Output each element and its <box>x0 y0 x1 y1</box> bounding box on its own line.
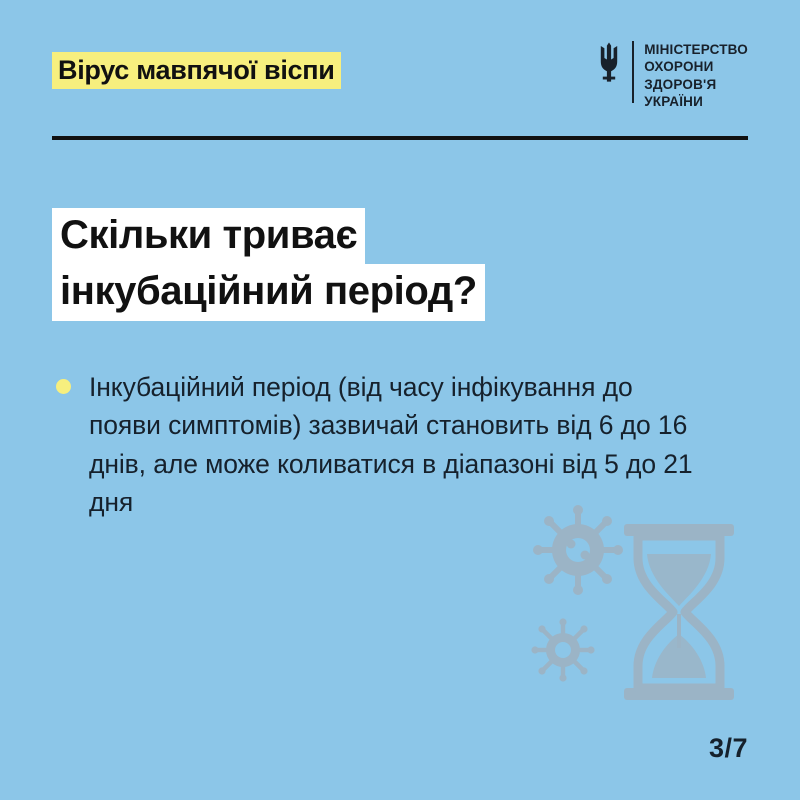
header <box>52 40 748 130</box>
hourglass-icon <box>624 524 734 700</box>
page-title <box>52 208 748 321</box>
ministry-logo-text <box>644 40 748 110</box>
page-title-line-1: Скільки триває <box>52 208 365 264</box>
logo-text-line-4: УКРАЇНИ <box>644 93 703 109</box>
ukraine-trident-icon <box>596 40 622 82</box>
logo-text-line-3: ЗДОРОВ'Я <box>644 76 717 92</box>
series-title: Вірус мавпячої віспи <box>52 52 341 89</box>
page-counter: 3/7 <box>708 733 748 763</box>
page-title-line-2: інкубаційний період? <box>52 264 485 320</box>
logo-text-line-2: ОХОРОНИ <box>644 59 714 75</box>
bullet-text: Інкубаційний період (від часу інфікування до появи симптомів) зазвичай становить від 6 до 16 днів, але може коливатися в діапазоні від 5 до 21 дня <box>89 372 693 518</box>
decorative-illustration <box>516 502 756 722</box>
logo-text-line-1: МІНІСТЕРСТВО <box>644 42 748 57</box>
header-divider <box>52 136 748 140</box>
bullet-list <box>56 368 740 522</box>
ministry-logo <box>596 40 748 110</box>
virus-particle-icon <box>531 505 623 682</box>
logo-divider <box>632 41 634 103</box>
list-item <box>56 368 740 522</box>
bullet-dot-icon <box>56 379 71 394</box>
